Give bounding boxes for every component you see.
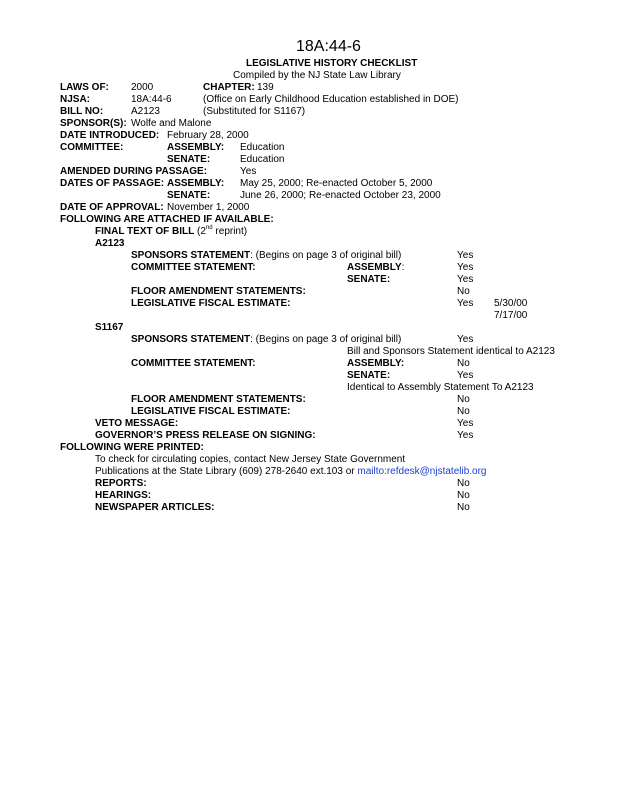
njsa-note: (Office on Early Childhood Education established in DOE) [203,94,459,105]
final-text-line [95,226,247,238]
laws-of-label: LAWS OF: [60,82,109,93]
printed-line-1: To check for circulating copies, contact New Jersey State Government [95,454,406,465]
date-approval-value: November 1, 2000 [167,202,250,213]
date-introduced-label: DATE INTRODUCED: [60,130,160,141]
bill-no-label: BILL NO: [60,106,104,117]
governor-label: GOVERNOR’S PRESS RELEASE ON SIGNING: [95,430,316,441]
bill-no-note: (Substituted for S1167) [203,106,306,117]
attached-heading: FOLLOWING ARE ATTACHED IF AVAILABLE: [60,214,274,225]
amended-label: AMENDED DURING PASSAGE: [60,166,208,177]
committee-assembly-label: ASSEMBLY: [167,142,225,153]
section-number: 18A:44-6 [296,38,361,55]
amended-value: Yes [240,166,257,177]
s1167-senate-note: Identical to Assembly Statement To A2123 [347,382,534,393]
s1167-senate-label: SENATE: [347,370,391,381]
hearings-label: HEARINGS: [95,490,152,501]
s1167-sponsors-stmt [131,334,401,346]
a2123-assembly-value: Yes [457,262,474,273]
sponsors-label: SPONSOR(S): [60,118,127,129]
chapter-label: CHAPTER: [203,82,255,93]
veto-label: VETO MESSAGE: [95,418,179,429]
a2123-label: A2123 [95,238,125,249]
final-text-sup: nd [205,224,213,231]
laws-of-value: 2000 [131,82,154,93]
printed-line-2-text: Publications at the State Library (609) 278-2640 ext.103 or [95,466,355,477]
passage-senate-label: SENATE: [167,190,211,201]
s1167-sponsors-stmt-note: : (Begins on page 3 of original bill) [250,334,402,345]
committee-label: COMMITTEE: [60,142,124,153]
passage-senate-value: June 26, 2000; Re-enacted October 23, 2000 [240,190,441,201]
njsa-label: NJSA: [60,94,91,105]
final-text-close: reprint) [215,226,248,237]
a2123-assembly-colon: : [401,262,405,273]
a2123-sponsors-stmt-note: : (Begins on page 3 of original bill) [250,250,402,261]
s1167-floor-value: No [457,394,470,405]
committee-senate-label: SENATE: [167,154,211,165]
sponsors-value: Wolfe and Malone [131,118,212,129]
a2123-floor-value: No [457,286,470,297]
final-text-open: (2 [197,226,206,237]
a2123-senate-label: SENATE: [347,274,391,285]
a2123-sponsors-stmt-value: Yes [457,250,474,261]
date-introduced-value: February 28, 2000 [167,130,249,141]
newspaper-label: NEWSPAPER ARTICLES: [95,502,215,513]
compiled-by: Compiled by the NJ State Law Library [233,70,401,81]
s1167-floor-label: FLOOR AMENDMENT STATEMENTS: [131,394,306,405]
date-approval-label: DATE OF APPROVAL: [60,202,164,213]
reports-value: No [457,478,470,489]
a2123-assembly-label: ASSEMBLY [347,262,402,273]
checklist-heading: LEGISLATIVE HISTORY CHECKLIST [246,58,418,69]
a2123-fiscal-value: Yes [457,298,474,309]
refdesk-email-link[interactable]: mailto:refdesk@njstatelib.org [357,466,487,477]
newspaper-value: No [457,502,470,513]
a2123-sponsors-stmt [131,250,401,262]
s1167-assembly-value: No [457,358,470,369]
printed-heading: FOLLOWING WERE PRINTED: [60,442,204,453]
njsa-value: 18A:44-6 [131,94,172,105]
s1167-committee-stmt-label: COMMITTEE STATEMENT: [131,358,256,369]
s1167-sponsors-stmt-label: SPONSORS STATEMENT [131,334,251,345]
reports-label: REPORTS: [95,478,147,489]
dates-passage-label: DATES OF PASSAGE: [60,178,165,189]
hearings-value: No [457,490,470,501]
a2123-fiscal-label: LEGISLATIVE FISCAL ESTIMATE: [131,298,291,309]
a2123-fiscal-date-1: 5/30/00 [494,298,528,309]
s1167-fiscal-value: No [457,406,470,417]
a2123-floor-label: FLOOR AMENDMENT STATEMENTS: [131,286,306,297]
final-text-label: FINAL TEXT OF BILL [95,226,195,237]
s1167-sponsors-stmt-note2: Bill and Sponsors Statement identical to A2123 [347,346,555,357]
committee-assembly-value: Education [240,142,285,153]
a2123-fiscal-date-2: 7/17/00 [494,310,528,321]
a2123-committee-stmt-label: COMMITTEE STATEMENT: [131,262,256,273]
chapter-value: 139 [257,82,274,93]
s1167-senate-value: Yes [457,370,474,381]
bill-no-value: A2123 [131,106,160,117]
a2123-assembly [347,262,404,274]
printed-line-2 [95,466,487,478]
a2123-senate-value: Yes [457,274,474,285]
committee-senate-value: Education [240,154,285,165]
s1167-fiscal-label: LEGISLATIVE FISCAL ESTIMATE: [131,406,291,417]
a2123-sponsors-stmt-label: SPONSORS STATEMENT [131,250,251,261]
s1167-assembly-label: ASSEMBLY: [347,358,405,369]
passage-assembly-value: May 25, 2000; Re-enacted October 5, 2000 [240,178,433,189]
governor-value: Yes [457,430,474,441]
passage-assembly-label: ASSEMBLY: [167,178,225,189]
s1167-label: S1167 [95,322,124,333]
veto-value: Yes [457,418,474,429]
s1167-sponsors-stmt-value: Yes [457,334,474,345]
